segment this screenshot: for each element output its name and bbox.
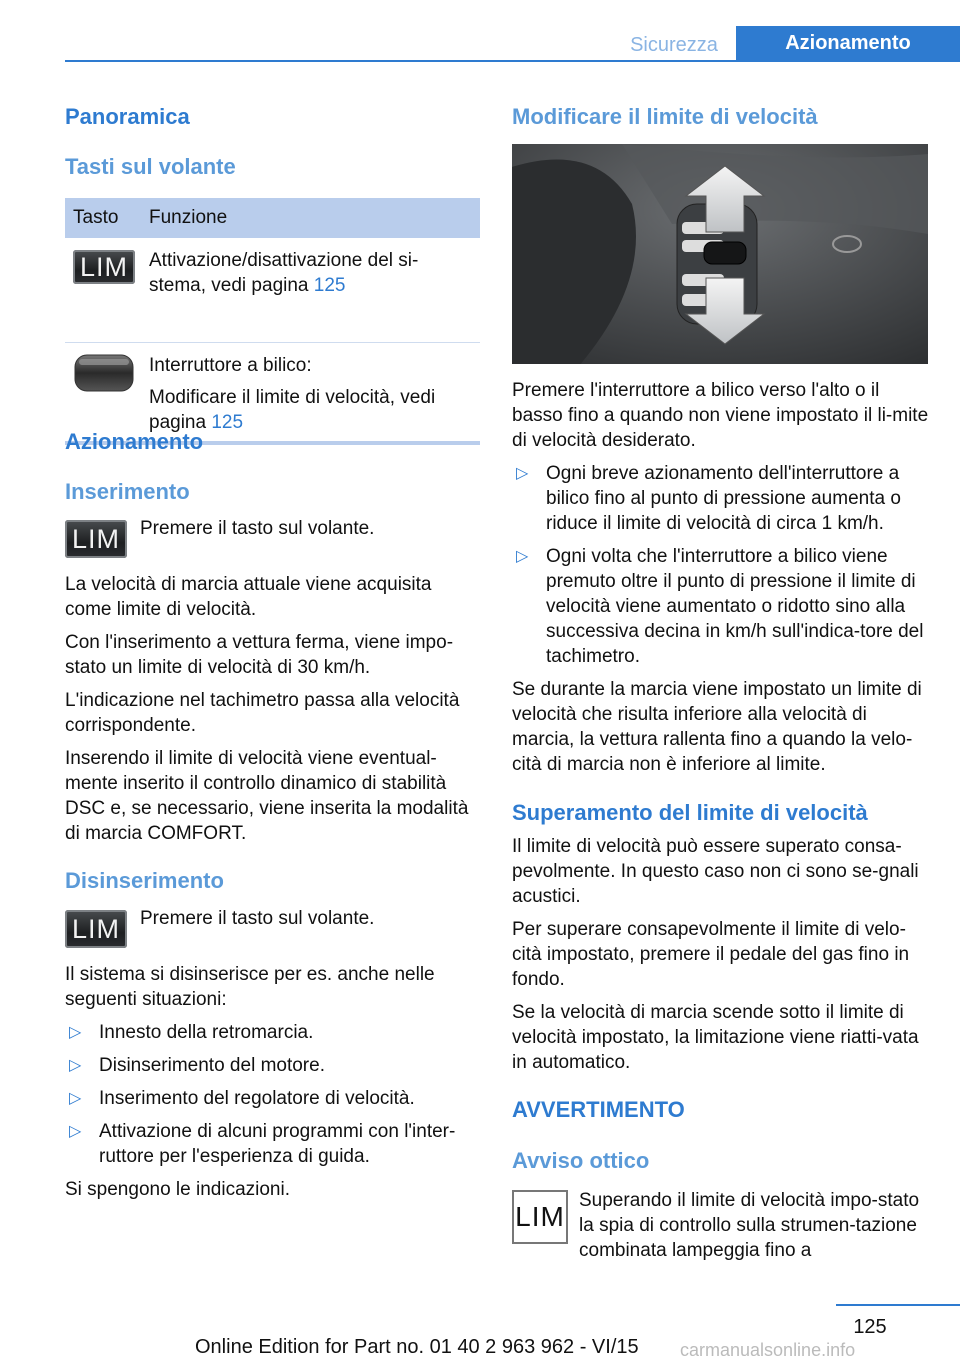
heading-superamento: Superamento del limite di velocità [512,800,868,825]
triangle-right-icon: ▷ [69,1024,82,1041]
avviso-text: Superando il limite di velocità impo-stato la spia di controllo sulla strumen-tazione combinata lampeggia fino a [579,1190,920,1261]
triangle-right-icon: ▷ [516,465,529,482]
table-header [65,198,480,238]
steering-wheel-photo [512,144,928,364]
heading-inserimento: Inserimento [65,479,190,504]
heading-tasti: Tasti sul volante [65,154,236,179]
heading-avvertimento: AVVERTIMENTO [512,1097,685,1122]
triangle-right-icon: ▷ [69,1123,82,1140]
list-item: ▷ Innesto della retromarcia. [69,1022,314,1043]
dis-bullet-list [65,1020,483,1169]
triangle-right-icon: ▷ [69,1090,82,1107]
triangle-right-icon: ▷ [516,548,529,565]
ins-press-text: Premere il tasto sul volante. [140,518,375,539]
table-row [65,238,480,343]
row2-text: Interruttore a bilico: Modificare il limite di velocità, vedi pagina 125 [149,355,436,433]
triangle-right-icon: ▷ [69,1057,82,1074]
watermark: carmanualsonline.info [680,1340,856,1360]
rocker-switch-icon [73,351,135,395]
list-item: ▷ Inserimento del regolatore di velocità. [69,1088,415,1109]
mod-bullet-list [512,461,930,669]
row1-text: Attivazione/disattivazione del si- stema, vedi pagina 125 [149,250,419,296]
list-item: ▷ Disinserimento del motore. [69,1055,325,1076]
header-chapter: Azionamento [736,26,960,62]
header-section: Sicurezza [630,34,718,56]
header-rule [65,60,960,62]
dis-press-text: Premere il tasto sul volante. [140,908,375,929]
heading-modificare: Modificare il limite di velocità [512,104,818,129]
page-link[interactable]: 125 [313,275,346,296]
col-funzione: Funzione [149,207,228,228]
buttons-table [65,198,480,445]
lim-indicator-icon: LIM [512,1190,568,1244]
heading-azionamento: Azionamento [65,429,204,454]
heading-avviso: Avviso ottico [512,1148,650,1173]
heading-panoramica: Panoramica [65,104,190,129]
modificare-body: Premere l'interruttore a bilico verso l'alto o il basso fino a quando non viene impostato il li-mite di velocità desiderato. ▷ Ogni breve azionamento dell'interruttore a bilico fino al punto di pressione aumenta o riduce il limite di velocità di circa 1 km/h. ▷ Ogni volta che l'interruttore a bilico viene premuto oltre il punto di pressione il limite di velocità viene aumentato o ridotto sino alla successiva decina in km/h sull'indica-tore del tachimetro. Se durante la marcia viene impostato un limite di velocità che risulta inferiore alla velocità di marcia, la vettura rallenta fino a quando la velo-cità di marcia non è inferiore al limite. [512,380,929,775]
page-link[interactable]: 125 [211,412,244,433]
list-item: ▷ Ogni volta che l'interruttore a bilico viene premuto oltre il punto di pressione il limite di velocità viene aumentato o ridotto sino alla successiva decina in km/h sull'indica-tore del tachimetro. [516,546,924,667]
edition-text: Online Edition for Part no. 01 40 2 963 962 - VI/15 [195,1336,639,1358]
lim-button-icon: LIM [73,250,135,284]
heading-disinserimento: Disinserimento [65,868,224,893]
superamento-body: Il limite di velocità può essere superato consa-pevolmente. In questo caso non ci sono se-gnali acustici. Per superare consapevolmente il limite di velo-cità impostato, premere il pedale del gas fino in fondo. Se la velocità di marcia scende sotto il limite di velocità impostato, la limitazione viene riatti-vata in automatico. [512,836,919,1073]
col-tasto: Tasto [73,207,119,228]
lim-button-icon: LIM [65,520,127,558]
list-item: ▷ Attivazione di alcuni programmi con l'inter-ruttore per l'esperienza di guida. [69,1121,456,1167]
list-item: ▷ Ogni breve azionamento dell'interruttore a bilico fino al punto di pressione aumenta o riduce il limite di velocità di circa 1 km/h. [516,463,901,534]
footer-rule [836,1304,960,1306]
page-number: 125 [853,1316,887,1338]
disinserimento-body: Il sistema si disinserisce per es. anche nelle seguenti situazioni: ▷ Innesto della retromarcia. ▷ Disinserimento del motore. ▷ Inserimento del regolatore di velocità. ▷ Attivazione di alcuni programmi con l'inter-ruttore per l'esperienza di guida. Si spengono le indicazioni. [65,962,483,1210]
inserimento-body: La velocità di marcia attuale viene acquisita come limite di velocità. Con l'inserimento a vettura ferma, viene impo-stato un limite di velocità di 30 km/h. L'indicazione nel tachimetro passa alla velocità corrispondente. Inserendo il limite di velocità viene eventual-mente inserito il controllo dinamico di stabilità DSC e, se necessario, viene inserita la modalità di marcia COMFORT. [65,574,469,844]
lim-button-icon: LIM [65,910,127,948]
steering-wheel-illustration [512,144,928,364]
